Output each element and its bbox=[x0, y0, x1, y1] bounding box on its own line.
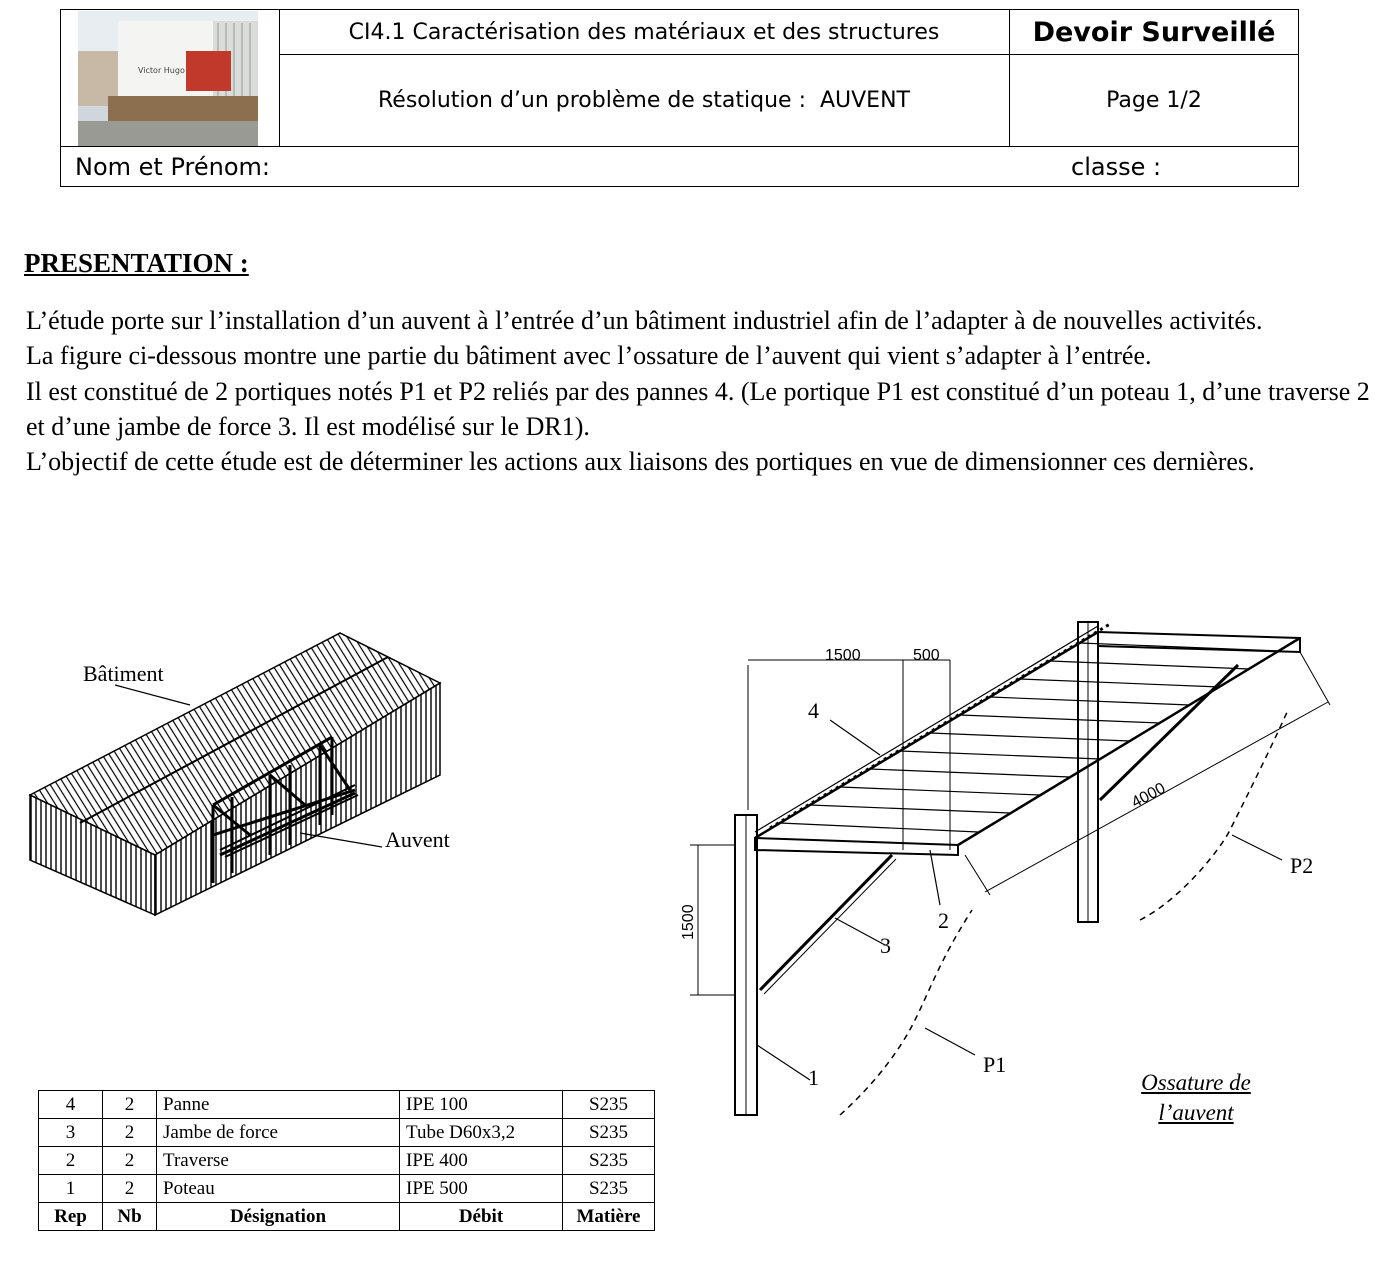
label-p2: P2 bbox=[1290, 853, 1314, 878]
label-4: 4 bbox=[808, 698, 819, 723]
caption-line: l’auvent bbox=[1158, 1100, 1234, 1125]
cell: S235 bbox=[563, 1147, 655, 1175]
page-number: Page 1/2 bbox=[1106, 87, 1202, 113]
label-p1: P1 bbox=[983, 1052, 1007, 1077]
cell: IPE 100 bbox=[400, 1091, 563, 1119]
paragraph: L’objectif de cette étude est de déterminer les actions aux liaisons des portiques en vue de dimensionner ces dernières. bbox=[26, 447, 1255, 477]
cell: Traverse bbox=[157, 1147, 400, 1175]
course-title: CI4.1 Caractérisation des matériaux et des structures bbox=[348, 19, 940, 45]
cell: S235 bbox=[563, 1119, 655, 1147]
cell: S235 bbox=[563, 1175, 655, 1203]
dim-1500-side: 1500 bbox=[680, 904, 697, 940]
paragraph: La figure ci-dessous montre une partie du bâtiment avec l’ossature de l’auvent qui vient s’adapter à l’entrée. bbox=[26, 341, 1152, 371]
label-2: 2 bbox=[938, 908, 949, 933]
header-box bbox=[60, 9, 1299, 187]
cell: IPE 400 bbox=[400, 1147, 563, 1175]
class-label: classe : bbox=[1071, 153, 1162, 181]
table-header-row bbox=[39, 1203, 655, 1231]
dim-500: 500 bbox=[913, 647, 940, 664]
header-cell: Débit bbox=[400, 1203, 563, 1231]
label-1: 1 bbox=[808, 1065, 819, 1090]
frame-figure bbox=[660, 610, 1377, 1130]
paragraph: L’étude porte sur l’installation d’un auvent à l’entrée d’un bâtiment industriel afin de l’adapter à de nouvelles activités. bbox=[26, 306, 1263, 335]
table-row bbox=[39, 1147, 655, 1175]
cell: 1 bbox=[39, 1175, 103, 1203]
cell: 4 bbox=[39, 1091, 103, 1119]
subject-title: Résolution d’un problème de statique : AUVENT bbox=[378, 87, 910, 113]
cell: S235 bbox=[563, 1091, 655, 1119]
figure-caption bbox=[1120, 1068, 1272, 1128]
cell: 2 bbox=[103, 1175, 157, 1203]
name-label: Nom et Prénom: bbox=[75, 153, 270, 181]
cell: Panne bbox=[157, 1091, 400, 1119]
presentation-text bbox=[26, 303, 1371, 479]
table-row bbox=[39, 1119, 655, 1147]
school-photo bbox=[78, 11, 258, 146]
cell: 3 bbox=[39, 1119, 103, 1147]
cell: IPE 500 bbox=[400, 1175, 563, 1203]
cell: 2 bbox=[39, 1147, 103, 1175]
paragraph: Il est constitué de 2 portiques notés P1 et P2 reliés par des pannes 4. (Le portique P1 est constitué d’un poteau 1, d’une traverse 2 et d’une jambe de force 3. Il est modélisé sur le DR1). bbox=[26, 376, 1370, 441]
nomenclature-table bbox=[38, 1090, 655, 1231]
header-cell: Matière bbox=[563, 1203, 655, 1231]
cell: 2 bbox=[103, 1147, 157, 1175]
dim-1500-top: 1500 bbox=[825, 647, 861, 664]
header-cell: Désignation bbox=[157, 1203, 400, 1231]
cell: Poteau bbox=[157, 1175, 400, 1203]
table-row bbox=[39, 1091, 655, 1119]
presentation-heading: PRESENTATION : bbox=[24, 248, 249, 278]
header-cell: Nb bbox=[103, 1203, 157, 1231]
cell: Jambe de force bbox=[157, 1119, 400, 1147]
cell: 2 bbox=[103, 1119, 157, 1147]
cell: 2 bbox=[103, 1091, 157, 1119]
awning-label: Auvent bbox=[385, 827, 450, 852]
caption-line: Ossature de bbox=[1141, 1070, 1251, 1095]
label-3: 3 bbox=[880, 933, 891, 958]
svg-text:Victor Hugo: Victor Hugo bbox=[138, 66, 185, 75]
dim-4000: 4000 bbox=[1128, 779, 1169, 812]
exam-type: Devoir Surveillé bbox=[1032, 16, 1276, 48]
table-row bbox=[39, 1175, 655, 1203]
header-cell: Rep bbox=[39, 1203, 103, 1231]
building-label: Bâtiment bbox=[83, 661, 164, 686]
cell: Tube D60x3,2 bbox=[400, 1119, 563, 1147]
